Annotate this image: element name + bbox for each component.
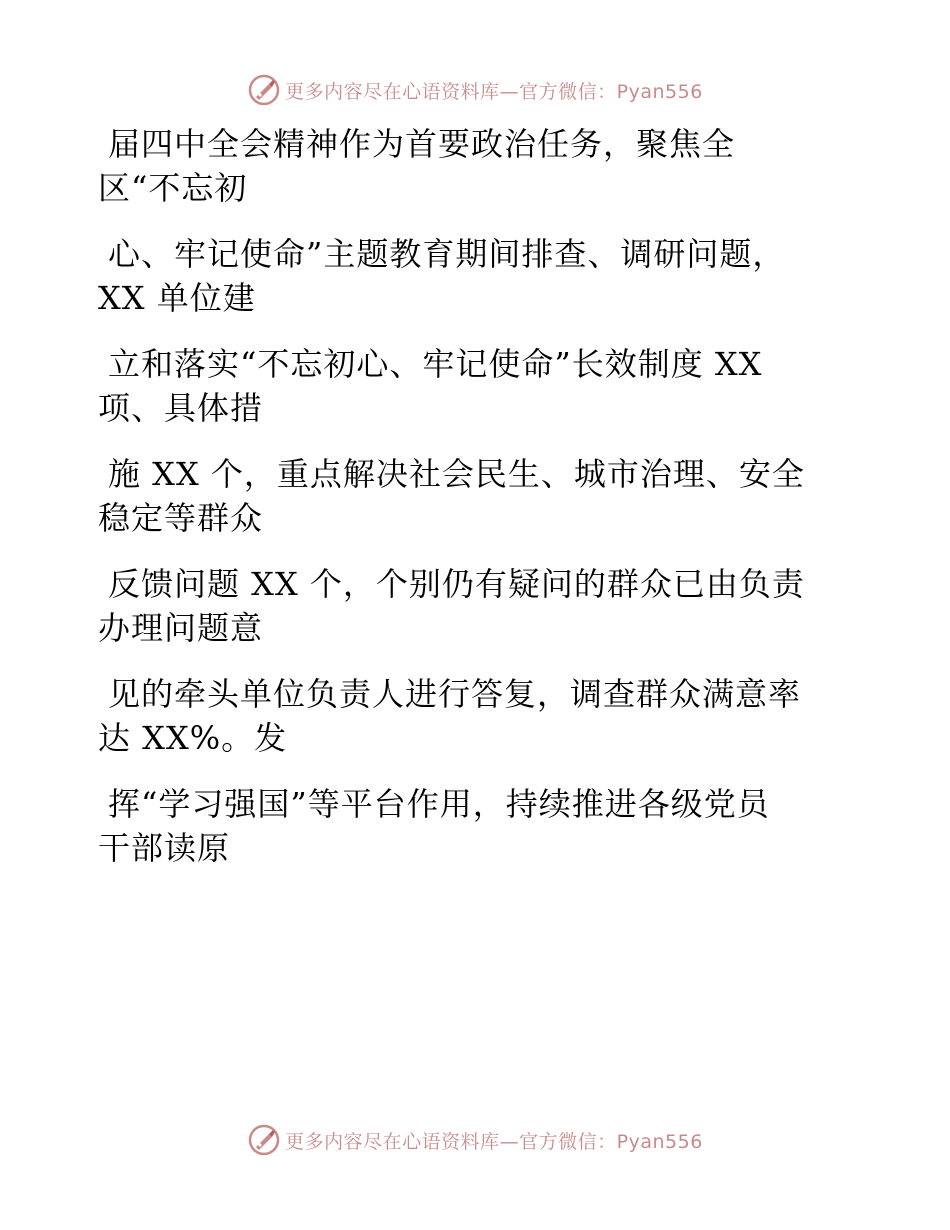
paragraph [98, 342, 838, 430]
text-line: 见的牵头单位负责人进行答复，调查群众满意率 [108, 675, 802, 713]
text-line: 心、牢记使命”主题教育期间排查、调研问题， [108, 235, 786, 273]
pen-nib-logo-icon [247, 73, 281, 107]
header-watermark-banner [0, 70, 950, 110]
text-line: 挥“学习强国”等平台作用，持续推进各级党员 [108, 785, 770, 823]
paragraph [98, 232, 838, 320]
footer-watermark-banner [0, 1120, 950, 1160]
text-line: 达 XX%。发 [98, 719, 288, 757]
text-line: 施 XX 个，重点解决社会民生、城市治理、安全 [108, 455, 805, 493]
paragraph [98, 782, 838, 870]
document-body [98, 122, 838, 870]
text-line: 稳定等群众 [98, 499, 264, 537]
paragraph [98, 452, 838, 540]
text-line: XX 单位建 [98, 279, 256, 317]
text-line: 立和落实“不忘初心、牢记使命”长效制度 XX [108, 345, 763, 383]
header-watermark-text: 更多内容尽在心语资料库—官方微信：Pyan556 [285, 80, 703, 103]
text-line: 反馈问题 XX 个，个别仍有疑问的群众已由负责 [108, 565, 805, 603]
paragraph [98, 672, 838, 760]
text-line: 区“不忘初 [98, 169, 248, 207]
text-line: 干部读原 [98, 829, 231, 867]
pen-nib-logo-icon [247, 1123, 281, 1157]
text-line: 项、具体措 [98, 389, 264, 427]
paragraph [98, 562, 838, 650]
footer-watermark-text: 更多内容尽在心语资料库—官方微信：Pyan556 [285, 1130, 703, 1153]
paragraph [98, 122, 838, 210]
text-line: 届四中全会精神作为首要政治任务，聚焦全 [108, 125, 736, 163]
text-line: 办理问题意 [98, 609, 264, 647]
